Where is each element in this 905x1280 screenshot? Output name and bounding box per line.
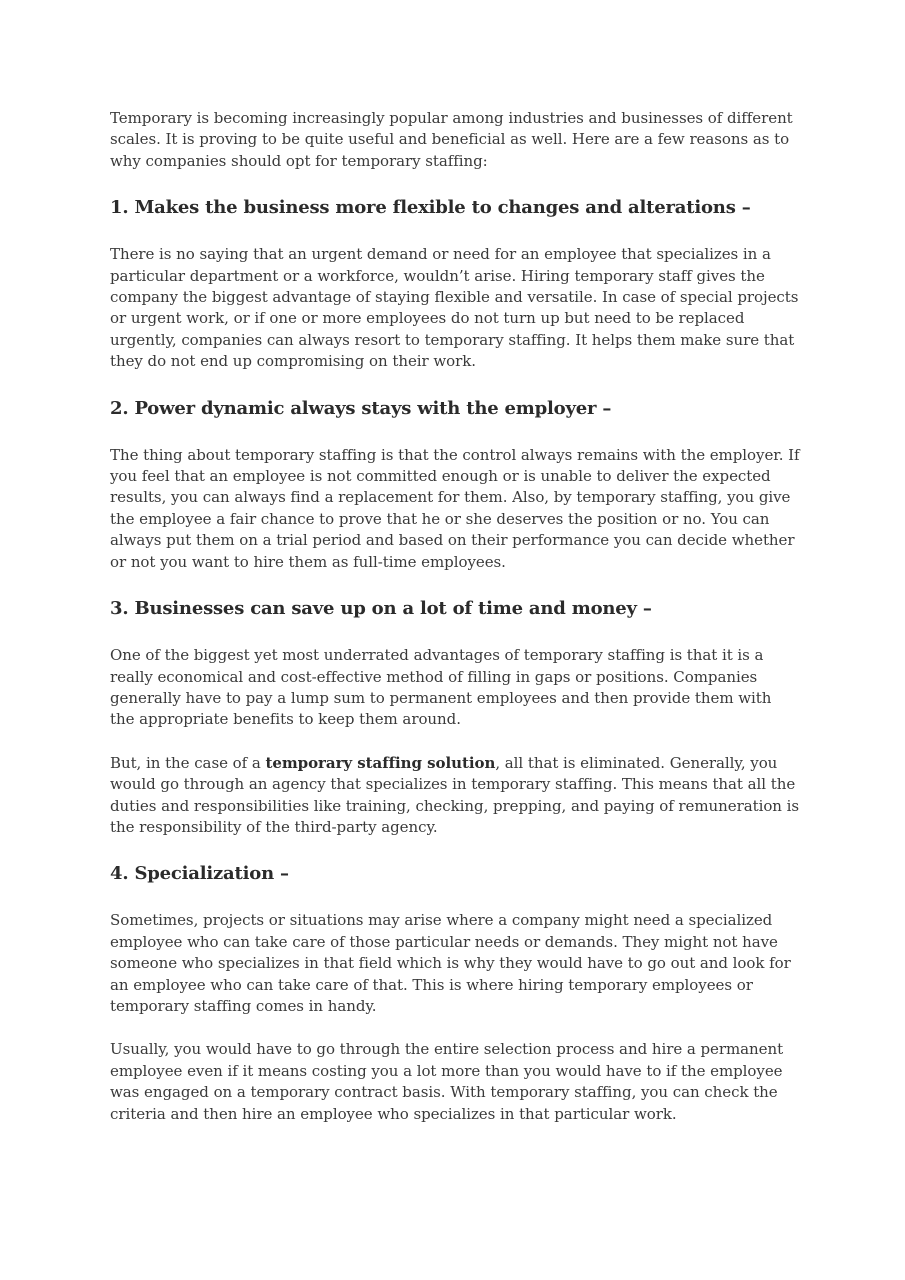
section-4-paragraph-2: Usually, you would have to go through the entire selection process and hire a permanent employee even if it means costing you a lot more than you would have to if the employee was engaged on a temporary contract basis. With temporary staffing, you can check the criteria and then hire an employee who specializes in that particular work.	[110, 1040, 784, 1123]
temporary-staffing-solution-bold: temporary staffing solution	[265, 753, 496, 772]
intro-paragraph: Temporary is becoming increasingly popular among industries and businesses of different scales. It is proving to be quite useful and beneficial as well. Here are a few reasons as to why companies should opt for temporary staffing:	[110, 109, 793, 170]
document-page	[110, 108, 800, 1125]
section-2-heading: 2. Power dynamic always stays with the employer –	[110, 397, 612, 419]
section-2-paragraph-1: The thing about temporary staffing is that the control always remains with the employer. If you feel that an employee is not committed enough or is unable to deliver the expected results, you can always find a replacement for them. Also, by temporary staffing, you give the employee a fair chance to prove that he or she deserves the position or no. You can always put them on a trial period and based on their performance you can decide whether or not you want to hire them as full-time employees.	[110, 445, 800, 571]
section-3-heading: 3. Businesses can save up on a lot of time and money –	[110, 598, 652, 620]
section-1-paragraph-1: There is no saying that an urgent demand or need for an employee that specializes in a particular department or a workforce, wouldn’t arise. Hiring temporary staff gives the company the biggest advantage of staying flexible and versatile. In case of special projects or urgent work, or if one or more employees do not turn up but need to be replaced urgently, companies can always resort to temporary staffing. It helps them make sure that they do not end up compromising on their work.	[110, 245, 799, 371]
section-4-heading: 4. Specialization –	[110, 863, 289, 885]
section-1-heading: 1. Makes the business more flexible to changes and alterations –	[110, 197, 751, 219]
section-4-paragraph-1: Sometimes, projects or situations may arise where a company might need a specialized employee who can take care of those particular needs or demands. They might not have someone who specializes in that field which is why they would have to go out and look for an employee who can take care of that. This is where hiring temporary employees or temporary staffing comes in handy.	[110, 911, 791, 1015]
section-3-paragraph-2-start: But, in the case of a	[110, 753, 266, 772]
section-3-paragraph-1: One of the biggest yet most underrated advantages of temporary staffing is that it is a really economical and cost-effective method of filling in gaps or positions. Companies generally have to pay a lump sum to permanent employees and then provide them with the appropriate benefits to keep them around.	[110, 646, 772, 729]
section-3-paragraph-2-end: , all that is eliminated. Generally, you would go through an agency that specializes in temporary staffing. This means that all the duties and responsibilities like training, checking, prepping, and paying of remuneration is the responsibility of the third-party agency.	[110, 753, 800, 836]
section-3-paragraph-2	[110, 753, 800, 839]
